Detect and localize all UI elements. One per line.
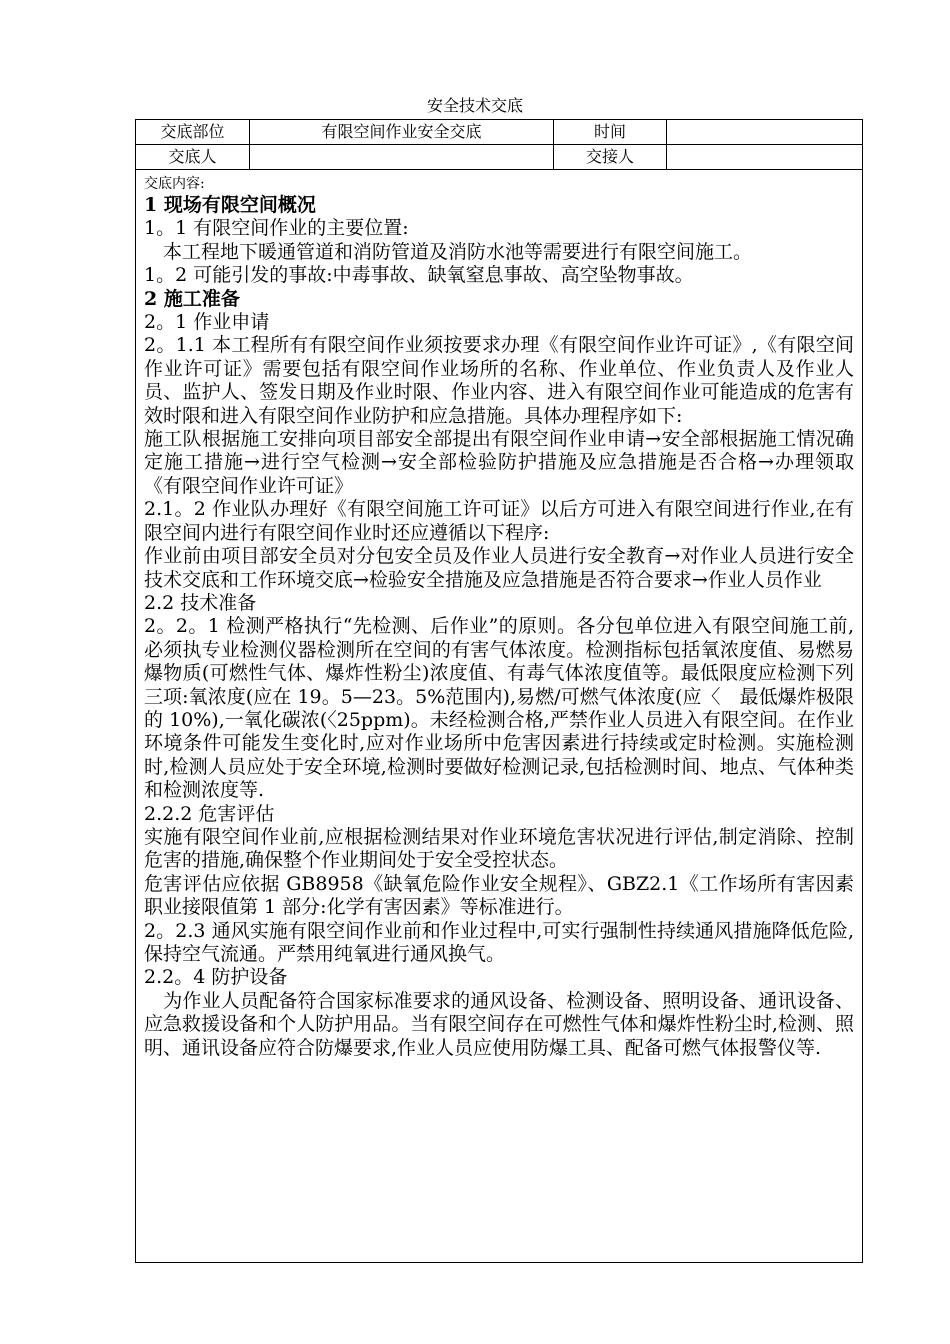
paragraph: 为作业人员配备符合国家标准要求的通风设备、检测设备、照明设备、通讯设备、应急救援设备和个人防护用品。当有限空间存在可燃性气体和爆炸性粉尘时,检测、照明、通讯设备应符合防爆要求,作业人员应使用防爆工具、配备可燃气体报警仪等. [144, 989, 854, 1059]
discloser-label: 交底人 [136, 145, 250, 170]
section-heading: 1 现场有限空间概况 [144, 194, 316, 216]
paragraph: 施工队根据施工安排向项目部安全部提出有限空间作业申请→安全部根据施工情况确定施工措施→进行空气检测→安全部检验防护措施及应急措施是否合格→办理领取《有限空间作业许可证》 [144, 428, 854, 497]
section-heading: 2 施工准备 [144, 287, 240, 310]
time-value [667, 120, 863, 145]
time-label: 时间 [554, 120, 667, 145]
paragraph: 实施有限空间作业前,应根据检测结果对作业环境危害状况进行评估,制定消除、控制危害的措施,确保整个作业期间处于安全受控状态。 [144, 825, 854, 872]
paragraph: 2.2 技术准备 [144, 591, 257, 614]
content-label: 交底内容: [144, 176, 205, 192]
document-title: 安全技术交底 [426, 96, 523, 115]
paragraph: 2。2.3 通风实施有限空间作业前和作业过程中,可实行强制性持续通风措施降低危险,保持空气流通。严禁用纯氧进行通风换气。 [144, 919, 854, 965]
disclosure-table [135, 119, 863, 1263]
paragraph: 2.2.2 危害评估 [144, 802, 275, 825]
paragraph: 2.2。4 防护设备 [144, 966, 288, 989]
location-label: 交底部位 [136, 120, 250, 145]
paragraph: 1。2 可能引发的事故:中毒事故、缺氧窒息事故、高空坠物事故。 [144, 264, 694, 287]
paragraph: 2.1。2 作业队办理好《有限空间施工许可证》以后方可进入有限空间进行作业,在有限空间内进行有限空间作业时还应遵循以下程序: [144, 498, 854, 544]
paragraph: 2。1 作业申请 [144, 311, 270, 334]
paragraph: 1。1 有限空间作业的主要位置: [144, 217, 409, 240]
content-cell [136, 170, 863, 1263]
table-row [136, 120, 863, 145]
discloser-value [250, 145, 554, 170]
paragraph: 作业前由项目部安全员对分包安全员及作业人员进行安全教育→对作业人员进行安全技术交底和工作环境交底→检验安全措施及应急措施是否符合要求→作业人员作业 [144, 545, 854, 591]
paragraph: 本工程地下暖通管道和消防管道及消防水池等需要进行有限空间施工。 [144, 240, 753, 263]
receiver-value [667, 145, 863, 170]
location-value: 有限空间作业安全交底 [250, 120, 554, 145]
receiver-label: 交接人 [554, 145, 667, 170]
paragraph: 2。2。1 检测严格执行“先检测、后作业”的原则。各分包单位进入有限空间施工前,必须执专业检测仪器检测所在空间的有害气体浓度。检测指标包括氧浓度值、易燃易爆物质(可燃性气体、爆炸性粉尘)浓度值、有毒气体浓度值等。最低限度应检测下列三项:氧浓度(应在 19。5—23。5%范围内),易燃/可燃气体浓度(应〈 最低爆炸极限的 10%),一氧化碳浓(〈25ppm)。未经检测合格,严禁作业人员进入有限空间。在作业环境条件可能发生变化时,应对作业场所中危害因素进行持续或定时检测。实施检测时,检测人员应处于安全环境,检测时要做好检测记录,包括检测时间、地点、气体种类和检测浓度等. [144, 615, 854, 802]
paragraph: 2。1.1 本工程所有有限空间作业须按要求办理《有限空间作业许可证》,《有限空间作业许可证》需要包括有限空间作业场所的名称、作业单位、作业负责人及作业人员、监护人、签发日期及作业时限、作业内容、进入有限空间作业可能造成的危害有效时限和进入有限空间作业防护和应急措施。具体办理程序如下: [144, 334, 854, 427]
table-row [136, 170, 863, 1263]
paragraph: 危害评估应依据 GB8958《缺氧危险作业安全规程》、GBZ2.1《工作场所有害因素职业接限值第 1 部分:化学有害因素》等标准进行。 [144, 872, 854, 919]
table-row [136, 145, 863, 170]
